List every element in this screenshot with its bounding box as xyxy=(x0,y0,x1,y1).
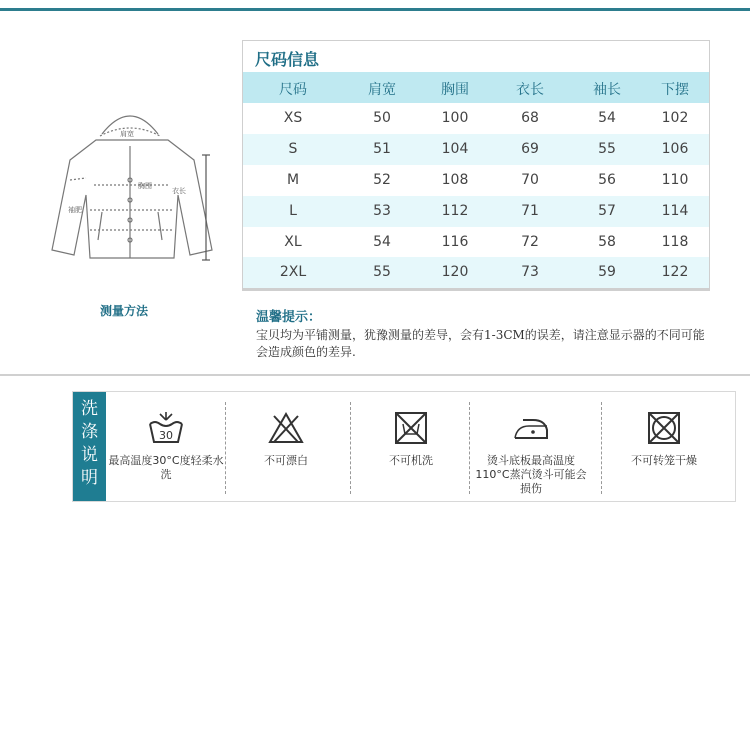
wash-separator xyxy=(469,402,470,494)
table-cell: 118 xyxy=(661,234,689,250)
wash-instructions-label: 洗涤说明 xyxy=(73,392,106,501)
table-cell: 100 xyxy=(441,110,469,126)
table-cell: 55 xyxy=(373,264,391,280)
section-divider xyxy=(0,374,750,376)
wash-item-text: 不可转笼干燥 xyxy=(631,454,697,467)
no-tumble-dry-icon xyxy=(644,410,684,446)
illus-label-shoulder: 肩宽 xyxy=(120,130,134,138)
table-bottom-border xyxy=(243,288,709,290)
top-accent-bar xyxy=(0,8,750,11)
table-cell: XS xyxy=(283,110,303,126)
illus-label-length: 衣长 xyxy=(172,187,186,195)
wash-item-text: 不可机洗 xyxy=(389,454,433,467)
wash-icon-number: 30 xyxy=(159,429,173,442)
header-chest: 胸围 xyxy=(441,82,469,98)
table-cell: 114 xyxy=(661,203,689,219)
table-cell: 50 xyxy=(373,110,391,126)
wash-item-no-bleach xyxy=(226,392,346,501)
table-cell: 58 xyxy=(598,234,616,250)
tip-body: 宝贝均为平铺测量，犹豫测量的差导，会有1-3CM的误差，请注意显示器的不同可能会造成颜色的差异. xyxy=(256,328,705,359)
size-table xyxy=(242,40,710,291)
wash-instructions-panel xyxy=(72,391,736,502)
header-hem: 下摆 xyxy=(661,82,689,98)
table-cell: 69 xyxy=(521,141,539,157)
table-cell: 56 xyxy=(598,172,616,188)
table-cell: 51 xyxy=(373,141,391,157)
table-cell: 70 xyxy=(521,172,539,188)
table-row xyxy=(243,196,709,227)
table-cell: 116 xyxy=(441,234,469,250)
table-cell: 2XL xyxy=(279,264,307,280)
illus-label-chest: 胸围 xyxy=(138,182,152,190)
table-cell: 54 xyxy=(598,110,616,126)
wash-30-icon xyxy=(146,410,186,446)
table-cell: 54 xyxy=(373,234,391,250)
measure-method-caption: 测量方法 xyxy=(100,304,149,318)
table-cell: 53 xyxy=(373,203,391,219)
no-bleach-icon xyxy=(266,410,306,446)
tip-title: 温馨提示： xyxy=(256,310,322,325)
size-table-header xyxy=(243,72,709,103)
wash-item-no-machine-wash xyxy=(351,392,471,501)
table-cell: 52 xyxy=(373,172,391,188)
table-cell: 110 xyxy=(661,172,689,188)
jacket-icon xyxy=(30,100,230,275)
header-size: 尺码 xyxy=(279,82,307,98)
table-cell: 108 xyxy=(441,172,469,188)
table-cell: M xyxy=(286,172,300,188)
table-cell: 68 xyxy=(521,110,539,126)
table-cell: 112 xyxy=(441,203,469,219)
size-table-title: 尺码信息 xyxy=(255,50,320,69)
table-cell: L xyxy=(289,203,297,219)
table-cell: S xyxy=(288,141,298,157)
table-row xyxy=(243,227,709,258)
illus-label-sleeve: 袖肥 xyxy=(68,206,82,214)
header-sleeve: 袖长 xyxy=(593,82,621,98)
table-cell: 122 xyxy=(661,264,689,280)
wash-item-hand-wash xyxy=(106,392,226,501)
header-length: 衣长 xyxy=(516,82,544,98)
table-row xyxy=(243,134,709,165)
wash-item-iron xyxy=(471,392,591,501)
table-row xyxy=(243,257,709,288)
table-cell: 120 xyxy=(441,264,469,280)
table-cell: 73 xyxy=(521,264,539,280)
table-cell: 71 xyxy=(521,203,539,219)
table-cell: XL xyxy=(284,234,302,250)
jacket-illustration xyxy=(30,100,230,275)
wash-item-text: 不可漂白 xyxy=(264,454,308,467)
table-cell: 106 xyxy=(661,141,689,157)
table-cell: 59 xyxy=(598,264,616,280)
table-cell: 55 xyxy=(598,141,616,157)
wash-item-text: 烫斗底板最高温度110°C蒸汽烫斗可能会损伤 xyxy=(475,454,587,495)
iron-110-icon xyxy=(511,410,551,446)
table-cell: 72 xyxy=(521,234,539,250)
wash-separator xyxy=(601,402,602,494)
table-cell: 102 xyxy=(661,110,689,126)
wash-item-no-tumble-dry xyxy=(604,392,724,501)
table-cell: 104 xyxy=(441,141,469,157)
table-row xyxy=(243,103,709,134)
wash-item-text: 最高温度30°C度轻柔水洗 xyxy=(108,454,224,481)
table-row xyxy=(243,165,709,196)
header-shoulder: 肩宽 xyxy=(368,82,396,98)
table-cell: 57 xyxy=(598,203,616,219)
no-machine-wash-icon xyxy=(391,410,431,446)
